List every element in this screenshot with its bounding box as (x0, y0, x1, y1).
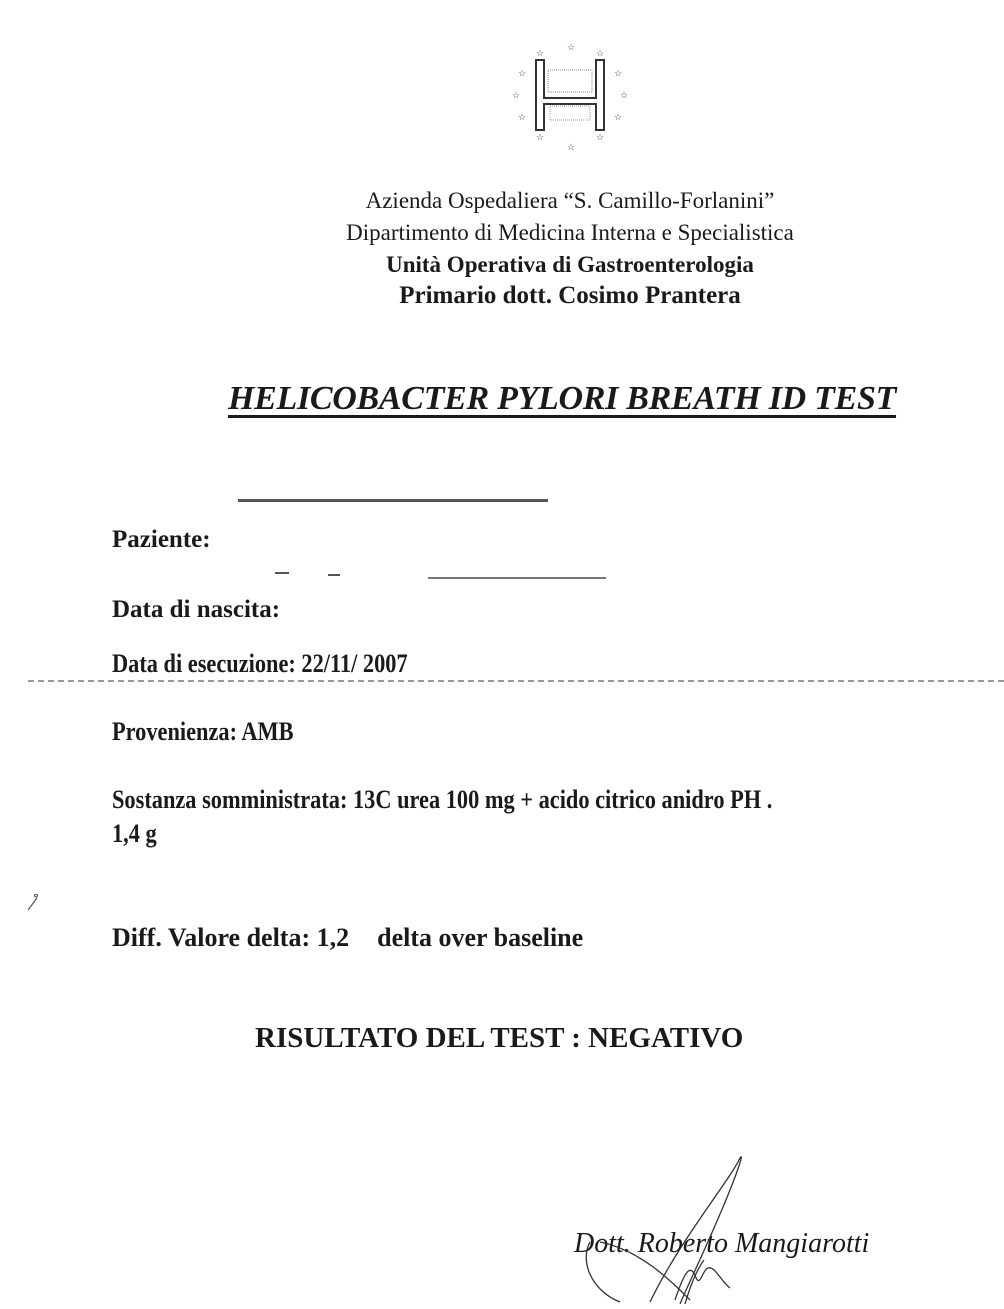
svg-text:☆: ☆ (620, 90, 629, 100)
substance-value-continued: 1,4 g (112, 819, 157, 848)
substance-label: Sostanza somministrata: (112, 785, 348, 814)
stray-pen-mark (26, 894, 40, 917)
patient-label: Paziente: (112, 526, 211, 553)
delta-label: Diff. Valore delta: (112, 923, 311, 952)
svg-text:☆: ☆ (596, 132, 605, 142)
svg-text:☆: ☆ (536, 132, 545, 142)
redaction-line (428, 577, 606, 579)
unit-name: Unità Operativa di Gastroenterologia (386, 252, 754, 277)
substance-field (112, 784, 772, 816)
svg-text:☆: ☆ (536, 48, 545, 58)
execution-date-label: Data di esecuzione: (112, 649, 296, 678)
origin-value: AMB (241, 717, 294, 746)
department-name: Dipartimento di Medicina Interna e Specialistica (346, 220, 794, 245)
head-physician: Primario dott. Cosimo Prantera (399, 282, 741, 309)
redaction-mark (275, 572, 289, 574)
redaction-mark (328, 574, 340, 576)
document-title: HELICOBACTER PYLORI BREATH ID TEST (228, 380, 897, 417)
redaction-line (238, 499, 548, 502)
svg-text:☆: ☆ (596, 48, 605, 58)
svg-text:☆: ☆ (518, 112, 527, 122)
svg-text:☆: ☆ (567, 142, 576, 152)
origin-field (112, 716, 294, 748)
handwritten-signature-icon (580, 1150, 780, 1309)
test-result (255, 1022, 743, 1055)
origin-label: Provenienza: (112, 717, 238, 746)
svg-text:☆: ☆ (518, 68, 527, 78)
result-label: RISULTATO DEL TEST : (255, 1022, 581, 1054)
svg-text:☆: ☆ (567, 42, 576, 52)
birthdate-label: Data di nascita: (112, 596, 281, 623)
result-value: NEGATIVO (588, 1022, 744, 1054)
substance-value: 13C urea 100 mg + acido citrico anidro PH . (352, 785, 773, 814)
svg-text:☆: ☆ (614, 68, 623, 78)
execution-date-field (112, 648, 408, 680)
execution-date-value: 22/11/ 2007 (301, 649, 408, 678)
scan-fold-line (28, 680, 1004, 682)
hospital-name: Azienda Ospedaliera “S. Camillo-Forlanini” (365, 188, 775, 213)
delta-field (112, 922, 583, 954)
signatory-name: Dott. Roberto Mangiarotti (574, 1228, 870, 1259)
svg-text:☆: ☆ (512, 90, 521, 100)
svg-text:☆: ☆ (614, 112, 623, 122)
hospital-logo-icon (508, 40, 632, 152)
delta-value: 1,2 (316, 923, 350, 952)
delta-unit: delta over baseline (377, 923, 584, 952)
